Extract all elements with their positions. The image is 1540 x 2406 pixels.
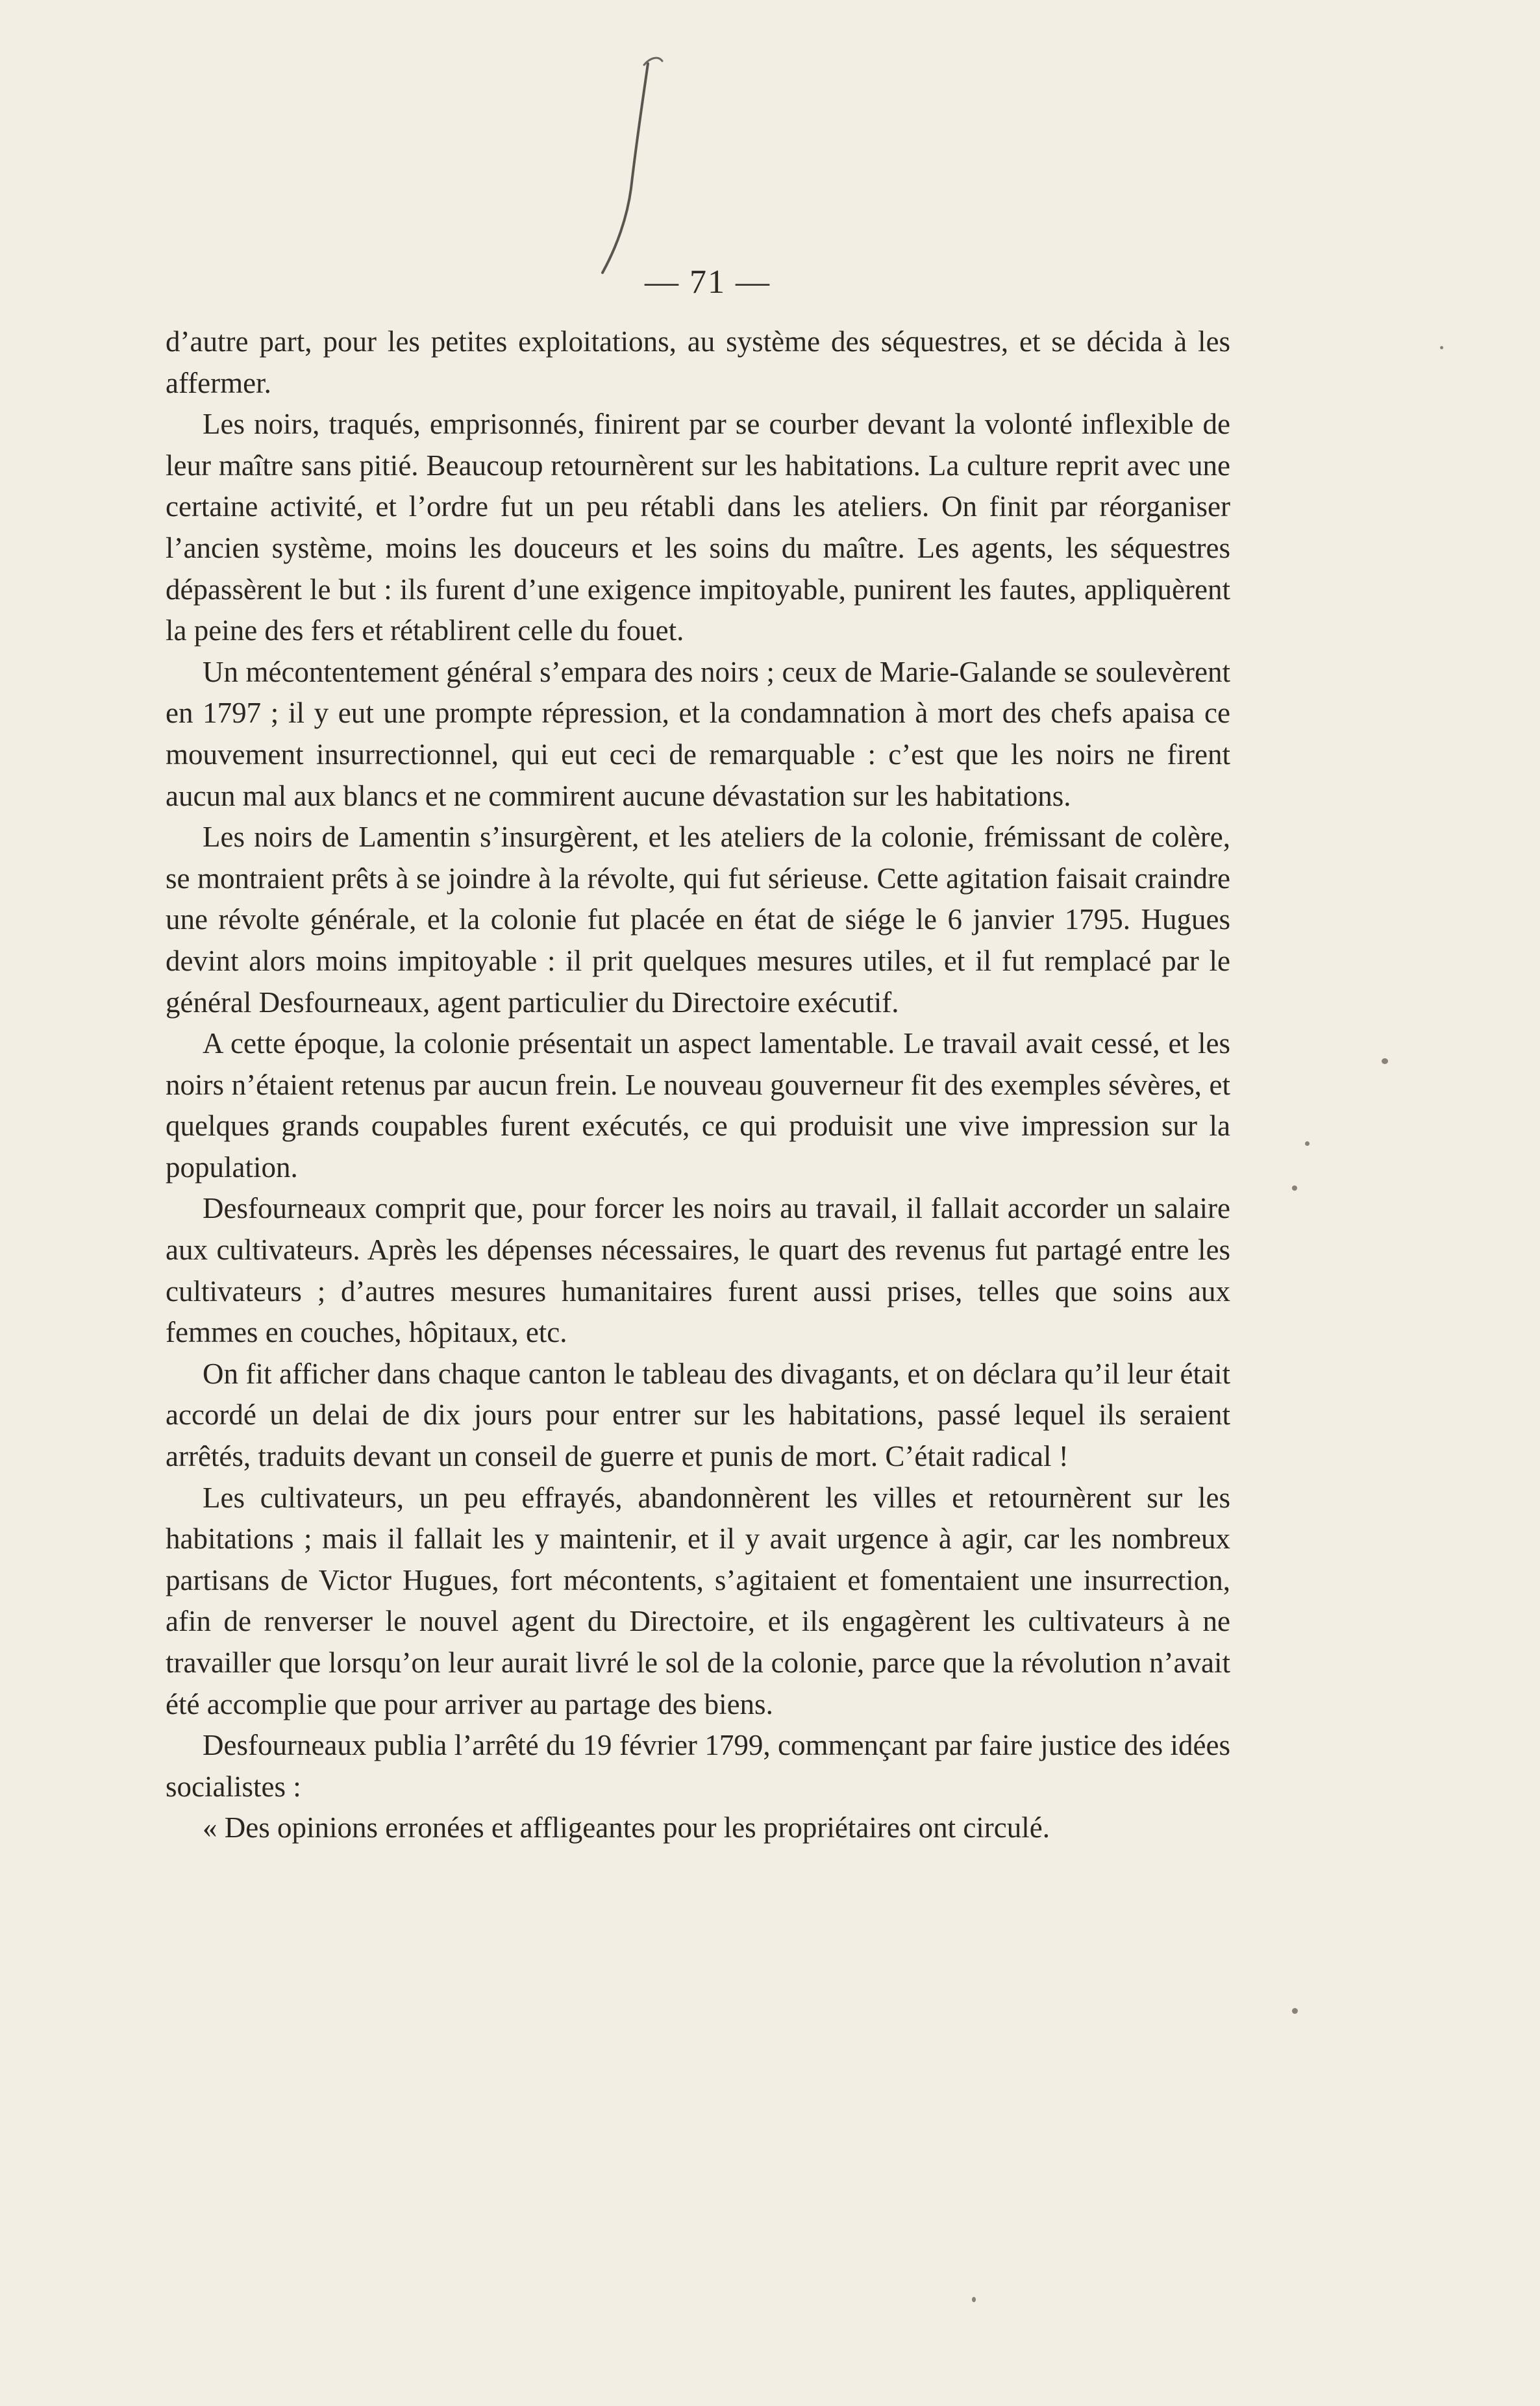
paragraph-3: Un mécontentement général s’empara des noirs ; ceux de Marie-Galande se soulevèrent en 1797 ; il y eut une prompte répression, et la condamnation à mort des chefs apaisa ce mouvement insurrectionnel, qui eut ceci de remarquable : c’est que les noirs ne firent aucun mal aux blancs et ne commirent aucune dévastation sur les habitations. <box>166 655 1230 812</box>
paper-speck <box>1305 1141 1310 1146</box>
paragraph-5: A cette époque, la colonie présentait un aspect lamentable. Le travail avait cessé, et les noirs n’étaient retenus par aucun frein. Le nouveau gouverneur fit des exemples sévères, et quelques grands coupables furent exécutés, ce qui produisit une vive impression sur la population. <box>166 1027 1230 1184</box>
paper-speck <box>1382 1058 1388 1064</box>
paper-speck <box>1292 2008 1298 2014</box>
body-text <box>166 321 1230 1849</box>
paper-speck <box>1440 346 1443 349</box>
paragraph-1: d’autre part, pour les petites exploitations, au système des séquestres, et se décida à les affermer. <box>166 325 1230 399</box>
paragraph-7: On fit afficher dans chaque canton le tableau des divagants, et on déclara qu’il leur était accordé un delai de dix jours pour entrer sur les habitations, passé lequel ils seraient arrêtés, traduits devant un conseil de guerre et punis de mort. C’était radical ! <box>166 1357 1230 1473</box>
paragraph-6: Desfourneaux comprit que, pour forcer les noirs au travail, il fallait accorder un salaire aux cultivateurs. Après les dépenses nécessaires, le quart des revenus fut partagé entre les cultivateurs ; d’autres mesures humanitaires furent aussi prises, telles que soins aux femmes en couches, hôpitaux, etc. <box>166 1192 1230 1349</box>
page-number: — 71 — <box>645 264 771 301</box>
paragraph-4: Les noirs de Lamentin s’insurgèrent, et les ateliers de la colonie, frémissant de colère, se montraient prêts à se joindre à la révolte, qui fut sérieuse. Cette agitation faisait craindre une révolte générale, et la colonie fut placée en état de siége le 6 janvier 1795. Hugues devint alors moins impitoyable : il prit quelques mesures utiles, et il fut remplacé par le général Desfourneaux, agent particulier du Directoire exécutif. <box>166 821 1230 1019</box>
paragraph-2: Les noirs, traqués, emprisonnés, finirent par se courber devant la volonté inflexible de leur maître sans pitié. Beaucoup retournèrent sur les habitations. La culture reprit avec une certaine activité, et l’ordre fut un peu rétabli dans les ateliers. On finit par réorganiser l’ancien système, moins les douceurs et les soins du maître. Les agents, les séquestres dépassèrent le but : ils furent d’une exigence impitoyable, punirent les fautes, appliquèrent la peine des fers et rétablirent celle du fouet. <box>166 408 1230 647</box>
paper-speck <box>972 2297 976 2302</box>
paper-speck <box>1292 1185 1297 1191</box>
paragraph-10: « Des opinions erronées et affligeantes pour les propriétaires ont circulé. <box>203 1811 1050 1844</box>
paragraph-9: Desfourneaux publia l’arrêté du 19 février 1799, commençant par faire justice des idées socialistes : <box>166 1729 1230 1803</box>
pencil-mark <box>571 52 675 286</box>
paragraph-8: Les cultivateurs, un peu effrayés, abandonnèrent les villes et retournèrent sur les habitations ; mais il fallait les y maintenir, et il y avait urgence à agir, car les nombreux partisans de Victor Hugues, fort mécontents, s’agitaient et fomentaient une insurrection, afin de renverser le nouvel agent du Directoire, et ils engagèrent les cultivateurs à ne travailler que lorsqu’on leur aurait livré le sol de la colonie, parce que la révolution n’avait été accomplie que pour arriver au partage des biens. <box>166 1481 1230 1720</box>
